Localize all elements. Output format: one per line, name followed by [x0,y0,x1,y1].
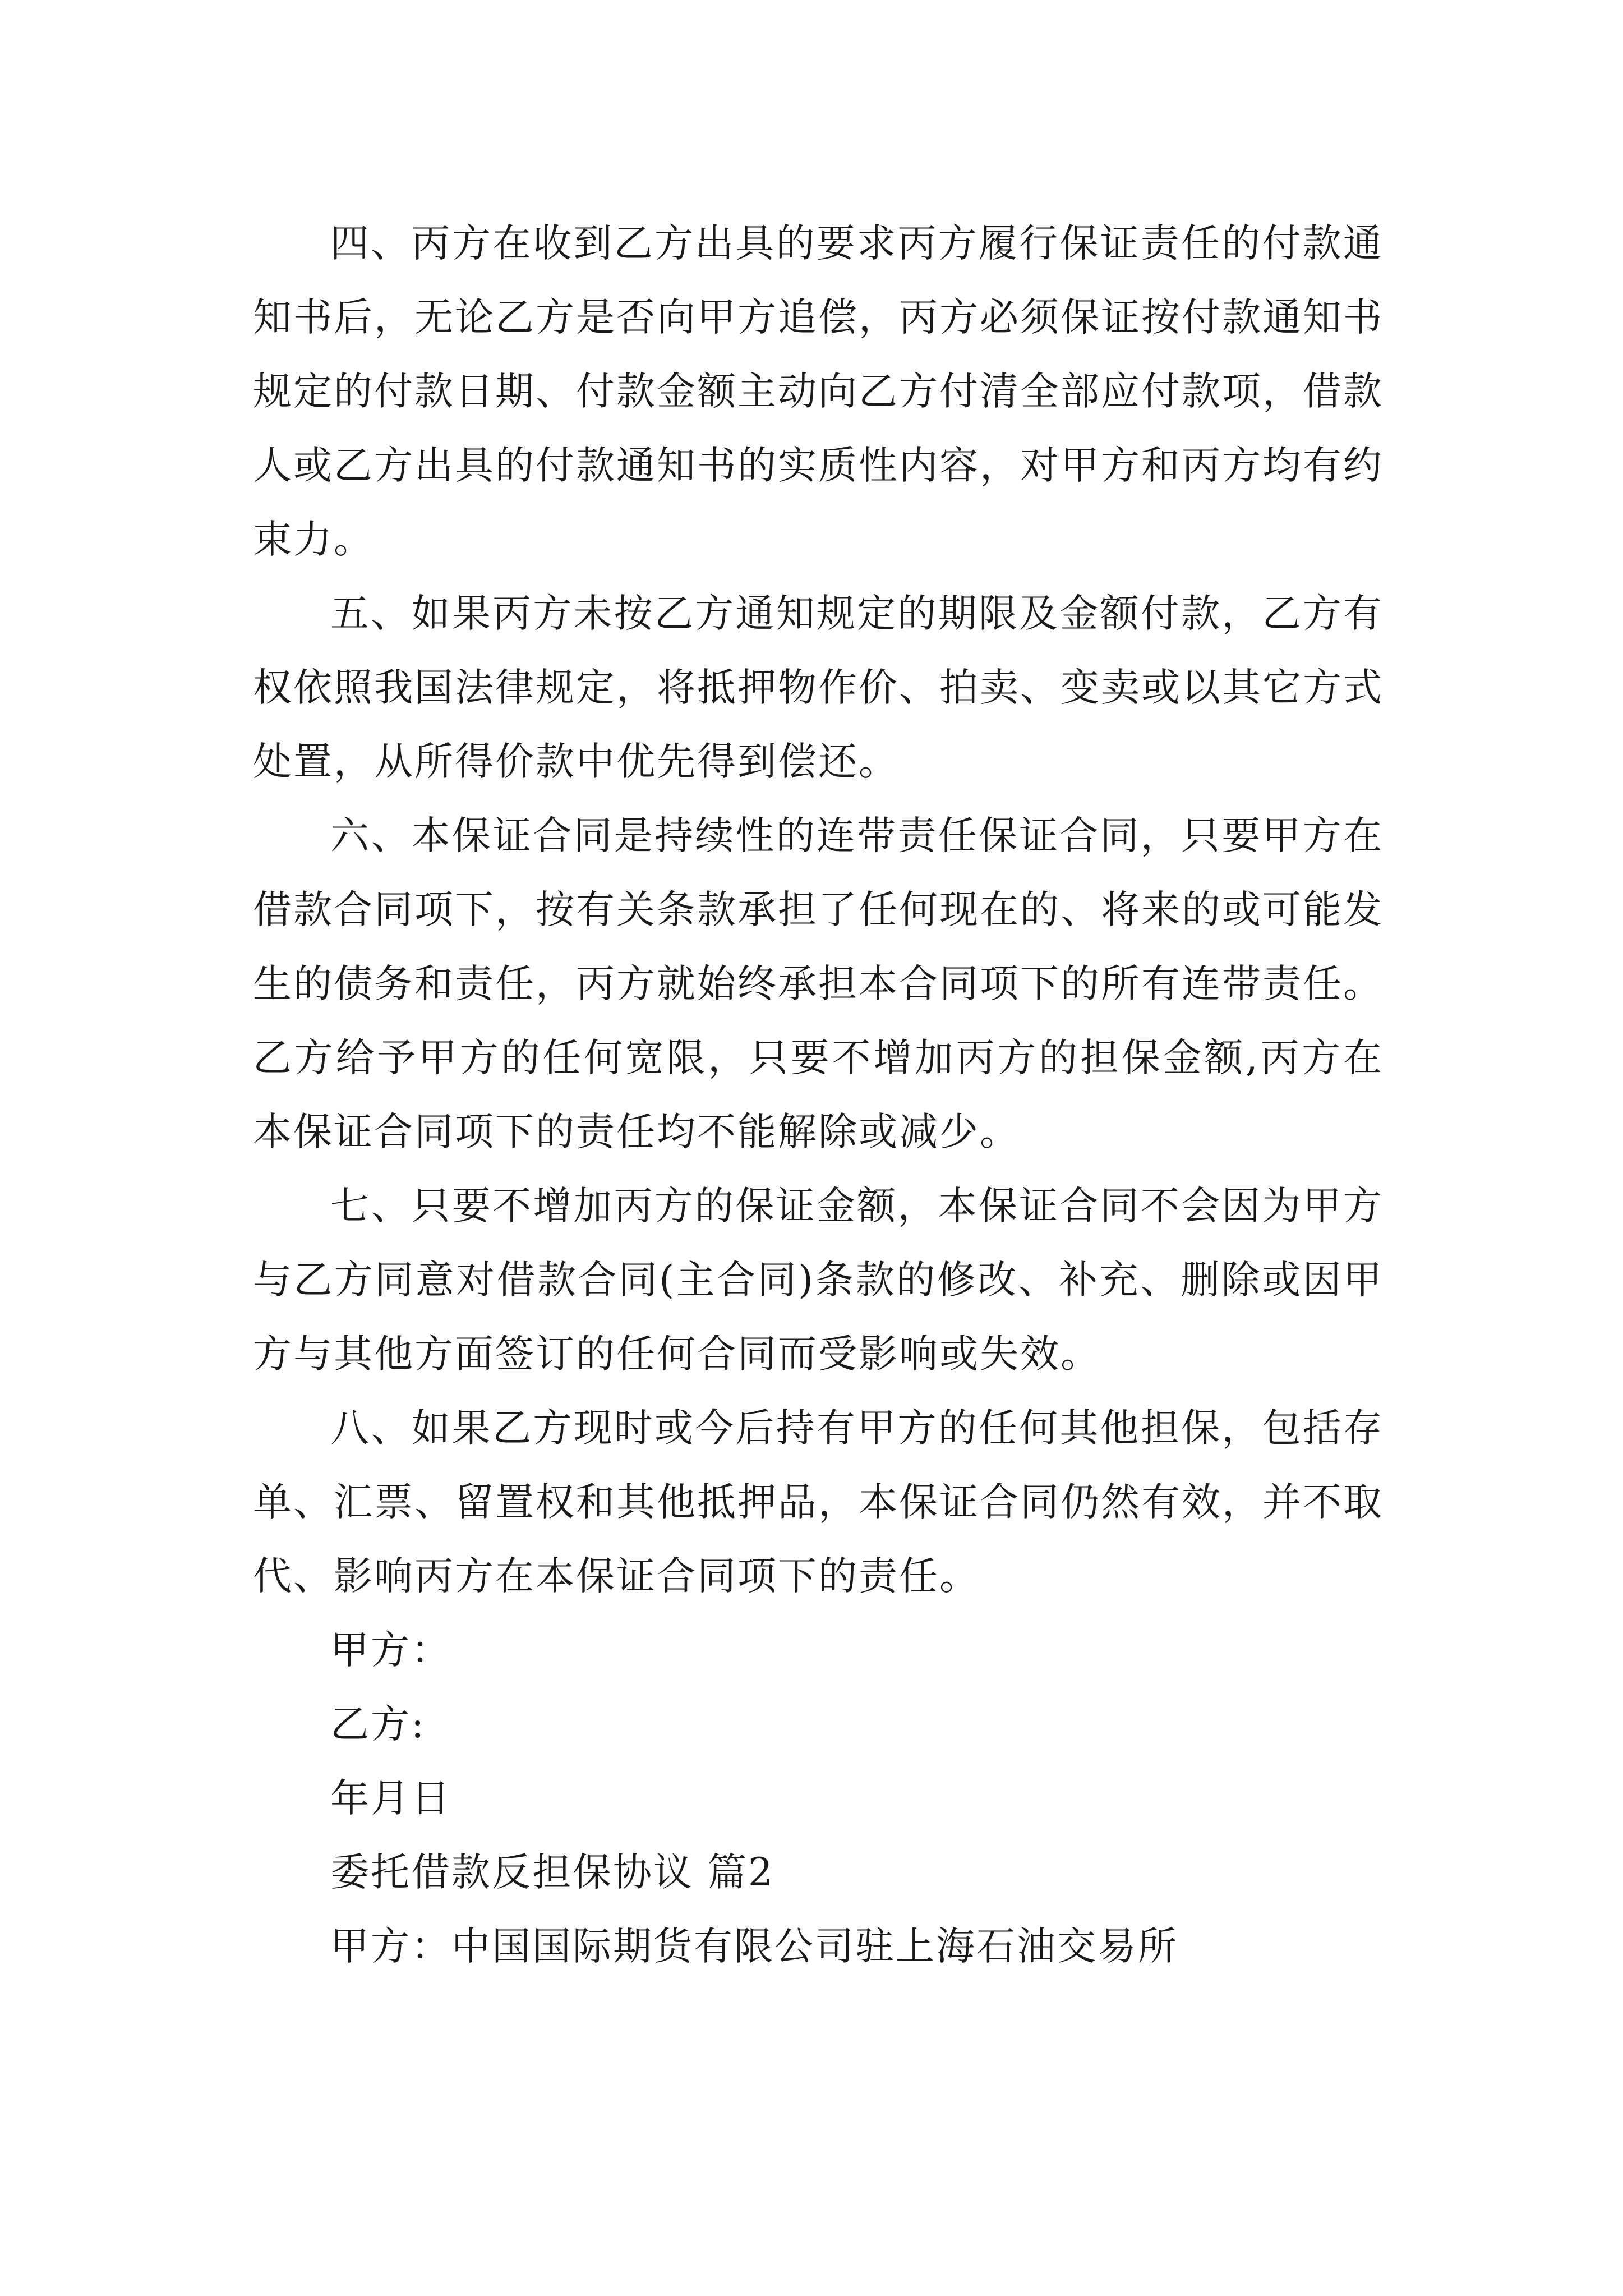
clause-7: 七、只要不增加丙方的保证金额，本保证合同不会因为甲方与乙方同意对借款合同(主合同)条款的修改、补充、删除或因甲方与其他方面签订的任何合同而受影响或失效。 [253,1184,1384,1377]
section-title: 委托借款反担保协议 篇2 [330,1850,774,1895]
clause-4: 四、丙方在收到乙方出具的要求丙方履行保证责任的付款通知书后，无论乙方是否向甲方追偿，丙方必须保证按付款通知书规定的付款日期、付款金额主动向乙方付清全部应付款项，借款人或乙方出具的付款通知书的实质性内容，对甲方和丙方均有约束力。 [253,221,1384,562]
party-b-signature-line: 乙方: [330,1702,426,1747]
clause-6: 六、本保证合同是持续性的连带责任保证合同，只要甲方在借款合同项下，按有关条款承担了任何现在的、将来的或可能发生的债务和责任，丙方就始终承担本合同项下的所有连带责任。乙方给予甲方的任何宽限，只要不增加丙方的担保金额,丙方在本保证合同项下的责任均不能解除或减少。 [253,813,1384,1154]
date-line: 年月日 [330,1776,451,1821]
clause-8: 八、如果乙方现时或今后持有甲方的任何其他担保，包括存单、汇票、留置权和其他抵押品，本保证合同仍然有效，并不取代、影响丙方在本保证合同项下的责任。 [253,1406,1384,1599]
party-a-name-line: 甲方：中国国际期货有限公司驻上海石油交易所 [330,1924,1178,1969]
document-body [253,206,1384,1984]
clause-5: 五、如果丙方未按乙方通知规定的期限及金额付款，乙方有权依照我国法律规定，将抵押物作价、拍卖、变卖或以其它方式处置，从所得价款中优先得到偿还。 [253,591,1384,784]
party-a-signature-line: 甲方： [330,1628,451,1673]
